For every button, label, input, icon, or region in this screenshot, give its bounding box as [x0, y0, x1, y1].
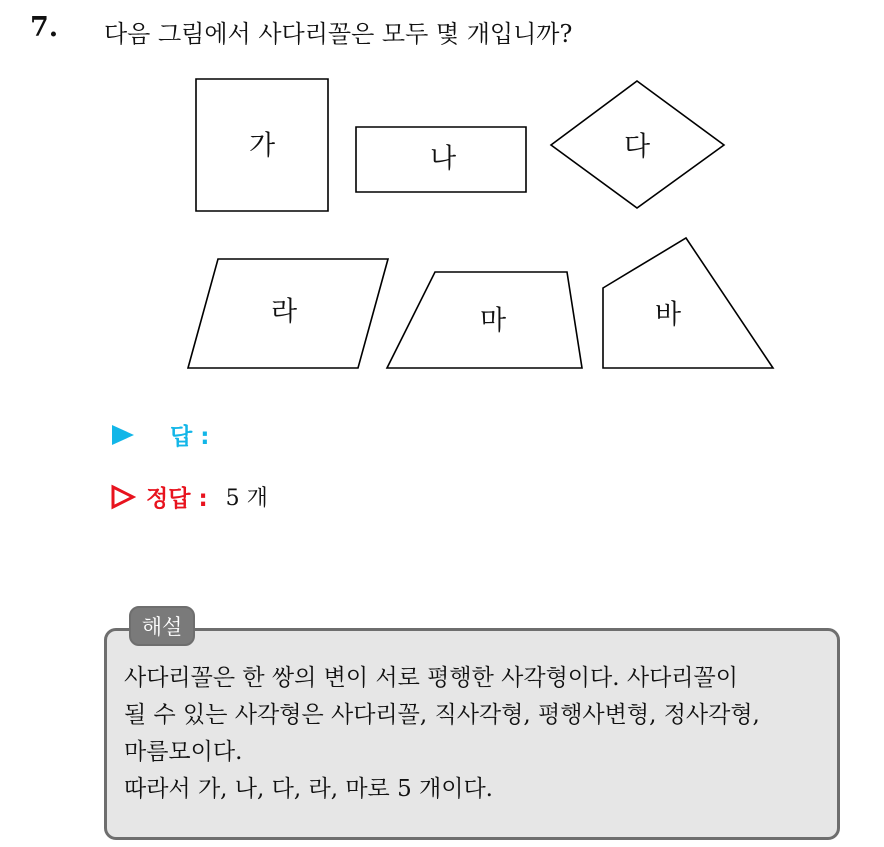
explanation-tab: 해설: [129, 606, 195, 646]
correct-answer-row: [110, 480, 268, 513]
explanation-text: [124, 660, 836, 808]
explanation-line: 사다리꼴은 한 쌍의 변이 서로 평행한 사각형이다. 사다리꼴이: [124, 665, 738, 691]
outline-triangle-icon: [110, 484, 136, 510]
explanation-line: 마름모이다.: [124, 739, 243, 765]
shape-rhombus: [551, 81, 724, 208]
shape-label: 가: [248, 130, 276, 162]
shape-label: 나: [429, 143, 457, 175]
shape-label: 다: [623, 131, 651, 163]
filled-triangle-icon: [110, 422, 136, 448]
answer-label: 답 :: [170, 424, 210, 450]
answer-row: [110, 418, 209, 451]
correct-answer-value: 5 개: [225, 486, 268, 511]
shape-parallelogram: [188, 259, 388, 368]
question-number: 7.: [30, 12, 59, 43]
shape-label: 마: [479, 305, 507, 337]
shape-label: 라: [270, 296, 298, 328]
explanation-line: 될 수 있는 사각형은 사다리꼴, 직사각형, 평행사변형, 정사각형,: [124, 702, 760, 728]
shapes-figure: [0, 0, 884, 400]
shape-quadrilateral: [603, 238, 773, 368]
shape-trapezoid: [387, 272, 582, 368]
shape-square: [196, 79, 328, 211]
correct-answer-label: 정답 :: [146, 486, 208, 512]
explanation-line: 따라서 가, 나, 다, 라, 마로 5 개이다.: [124, 776, 493, 802]
shape-rectangle: [356, 127, 526, 192]
shape-label: 바: [654, 299, 682, 331]
question-text: 다음 그림에서 사다리꼴은 모두 몇 개입니까?: [104, 20, 573, 48]
